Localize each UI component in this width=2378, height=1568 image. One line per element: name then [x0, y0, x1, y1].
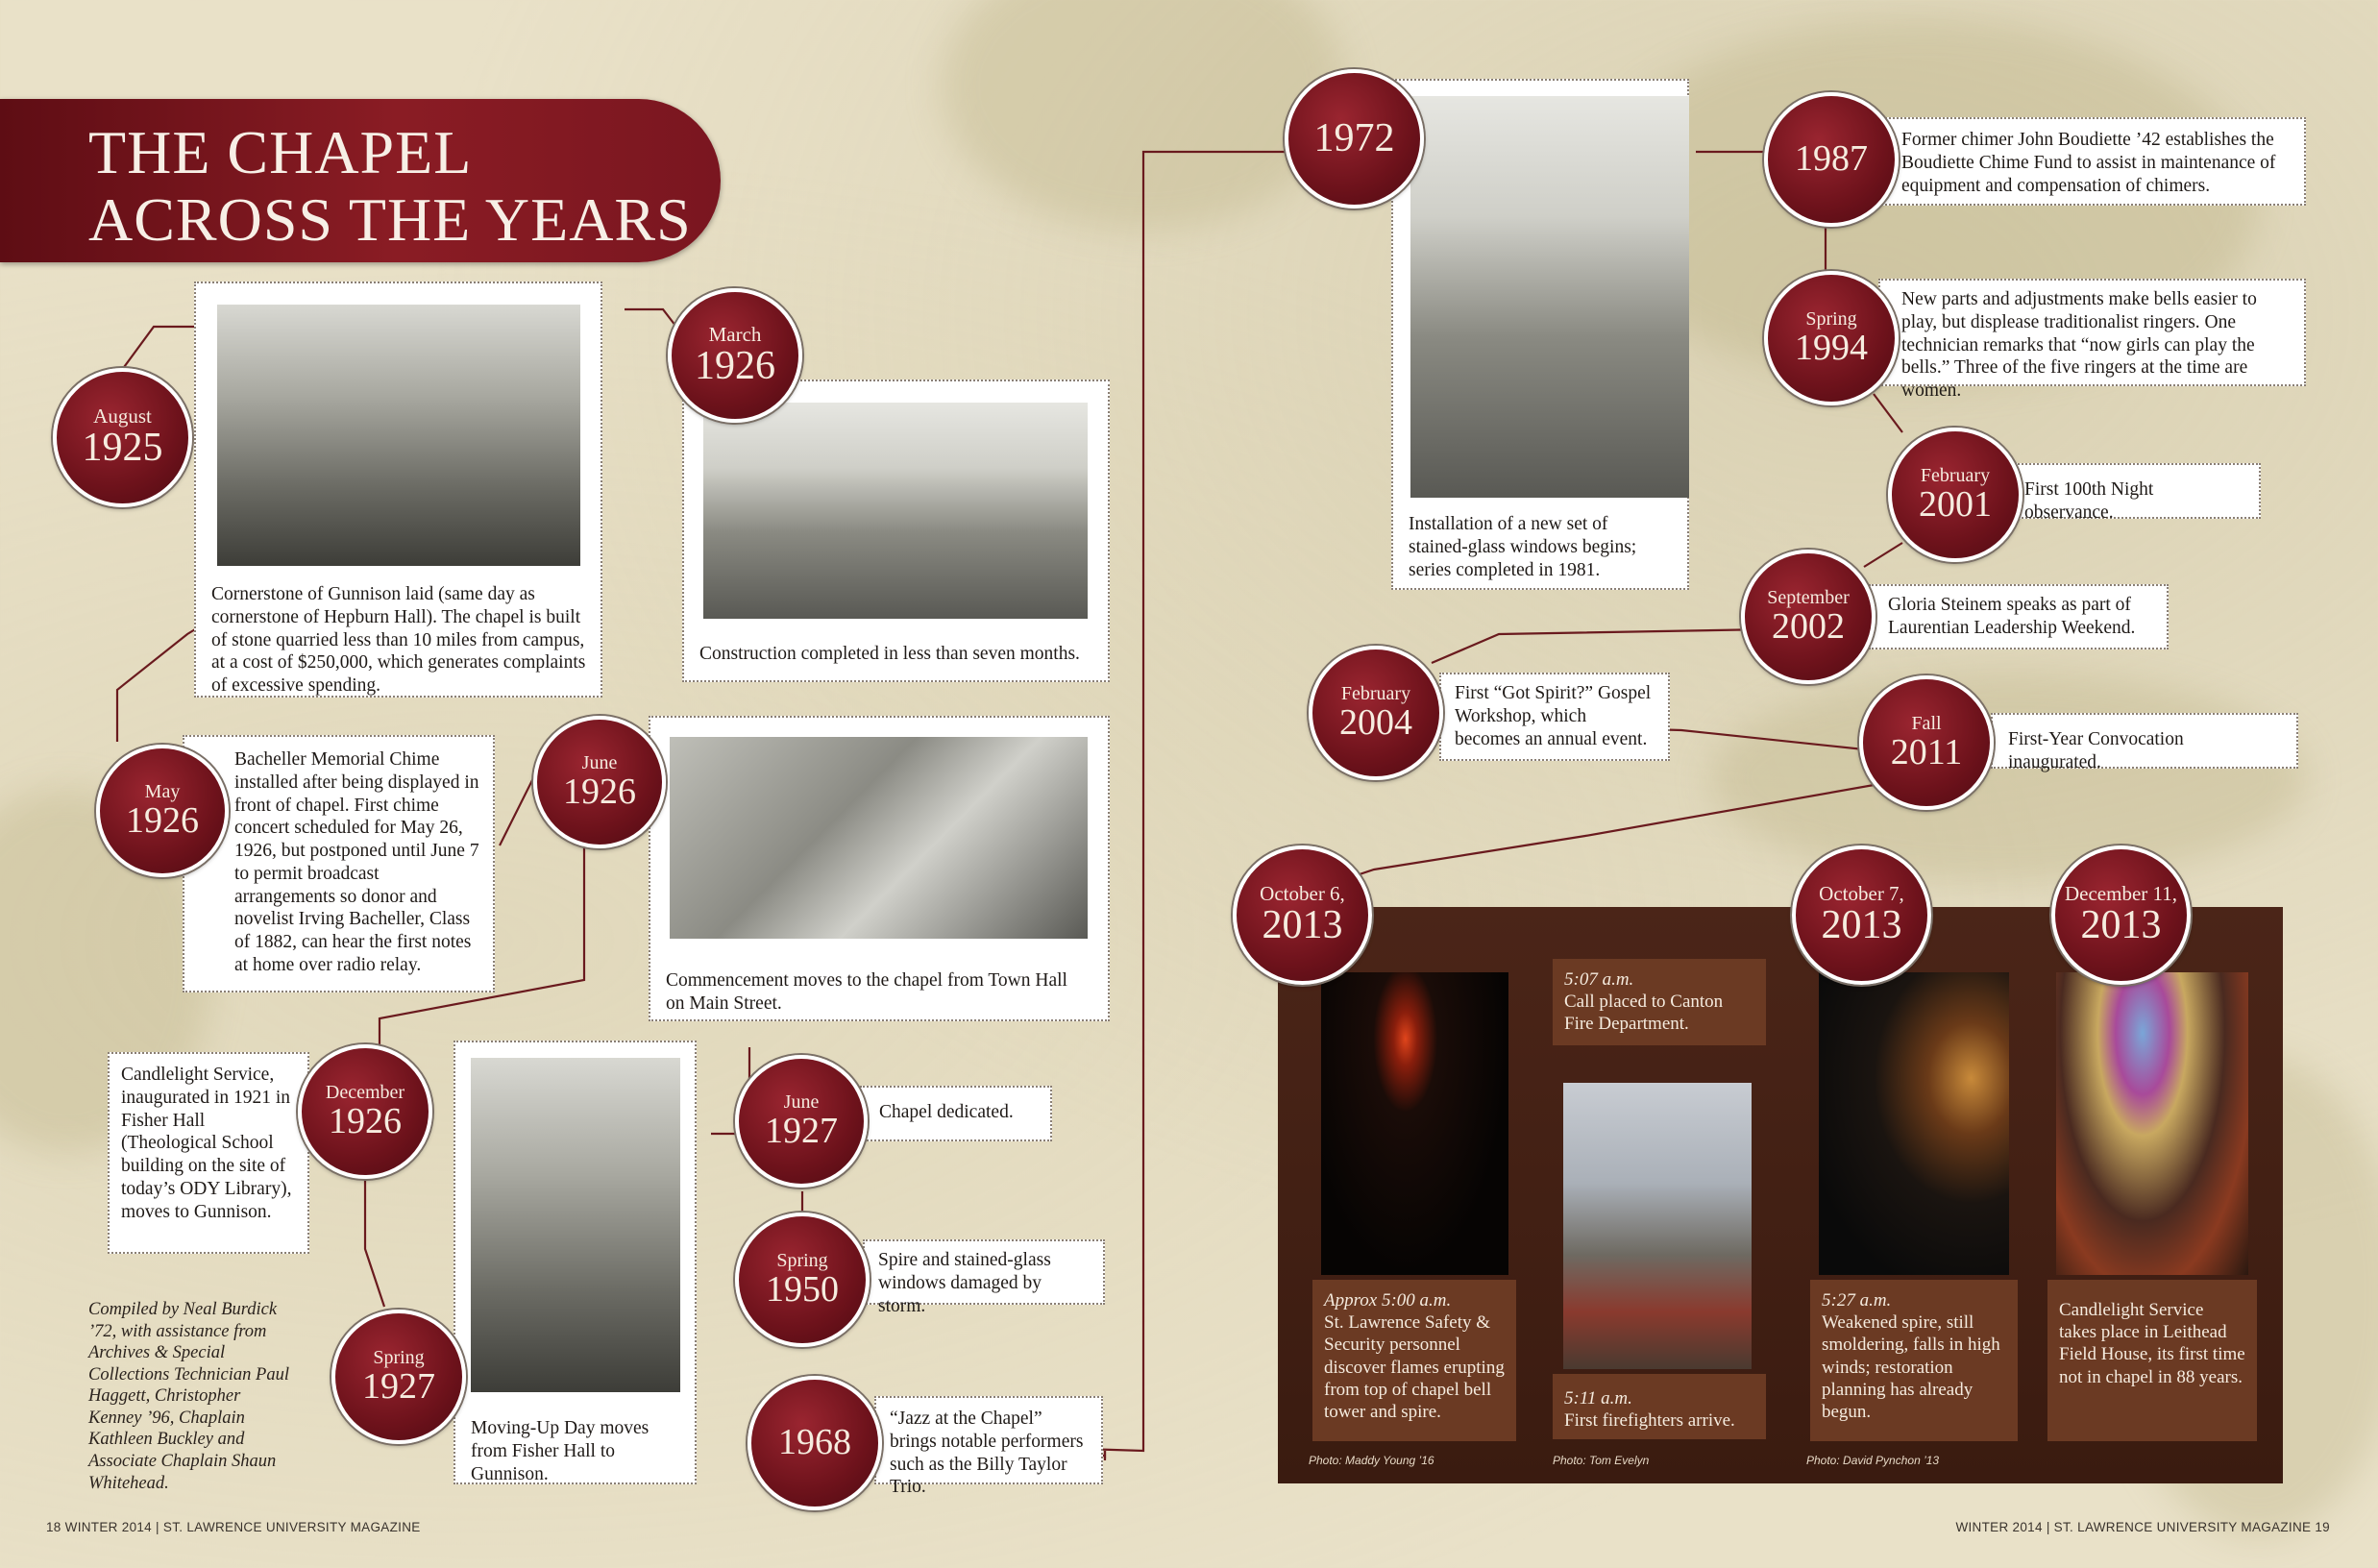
fire-caption-time: 5:11 a.m.	[1564, 1388, 1632, 1409]
fire-caption-time: 5:07 a.m.	[1564, 969, 1634, 990]
chapel-fire-night-photo	[1321, 972, 1508, 1275]
medal-jun-1927	[735, 1055, 868, 1188]
medal-aug-1925	[53, 368, 192, 507]
fire-caption-1	[1312, 1280, 1516, 1441]
event-card-jun-1926	[649, 716, 1110, 1021]
medal-month: Spring	[1805, 307, 1857, 330]
photo-credit-3: Photo: David Pynchon ’13	[1806, 1454, 1940, 1467]
event-card-spr-1927	[454, 1041, 697, 1484]
fire-caption-text: Candlelight Service takes place in Leithead Field House, its first time not in chapel in 88 years.	[2059, 1300, 2245, 1387]
footer-right: WINTER 2014 | ST. LAWRENCE UNIVERSITY MAGAZINE 19	[1955, 1520, 2330, 1534]
fire-caption-4	[1810, 1280, 2018, 1441]
medal-month: August	[93, 404, 152, 429]
medal-year: 1968	[778, 1422, 851, 1463]
medal-month: June	[783, 1090, 820, 1113]
event-text: Candlelight Service, inaugurated in 1921 in Fisher Hall (Theological School building on the site of today’s ODY Library), moves to Gunnison.	[121, 1065, 292, 1222]
event-text: Gloria Steinem speaks as part of Laurentian Leadership Weekend.	[1888, 595, 2136, 638]
medal-year: 1927	[765, 1110, 838, 1151]
medal-year: 2013	[1262, 903, 1343, 948]
event-card-1925	[194, 282, 602, 698]
medal-year: 1927	[362, 1365, 435, 1407]
medal-year: 1926	[126, 799, 199, 841]
fire-caption-text: Weakened spire, still smoldering, falls in high winds; restoration planning has already begun.	[1822, 1312, 2000, 1422]
event-text: Former chimer John Boudiette ’42 establishes the Boudiette Chime Fund to assist in maintenance of equipment and compensation of chimers.	[1901, 130, 2276, 196]
fire-caption-3	[1553, 1374, 1766, 1439]
event-card-1987	[1878, 117, 2306, 206]
title-banner	[0, 99, 721, 262]
fire-caption-text: St. Lawrence Safety & Security personnel discover flames erupting from top of chapel bell tower and spire.	[1324, 1312, 1505, 1422]
event-text: Bacheller Memorial Chime installed after being displayed in front of chapel. First chime concert scheduled for May 26, 1926, but postponed until June 7 to permit broadcast arrangements so donor and novelist Irving Bacheller, Class of 1882, can hear the first notes at home over radio relay.	[234, 749, 479, 976]
event-text: New parts and adjustments make bells easier to play, but displease traditionalist ringers. One technician remarks that “now girls can play the bells.” Three of the five ringers at the time are women.	[1901, 289, 2257, 402]
compiled-credit: Compiled by Neal Burdick ’72, with assistance from Archives & Special Collections Technician Paul Haggett, Christopher Kenney ’96, Chaplain Kathleen Buckley and Associate Chaplain Shaun Whitehead.	[88, 1300, 289, 1493]
event-card-may-1926	[183, 735, 495, 992]
photo-credit-1: Photo: Maddy Young ’16	[1309, 1454, 1434, 1467]
medal-year: 1926	[695, 343, 775, 388]
event-text: Moving-Up Day moves from Fisher Hall to Gunnison.	[471, 1418, 650, 1484]
moving-up-day-photo	[471, 1058, 680, 1392]
event-card-spr-1950	[863, 1239, 1105, 1316]
fire-caption-text: Call placed to Canton Fire Department.	[1564, 992, 1724, 1035]
title-line-2: ACROSS THE YEARS	[88, 185, 692, 254]
medal-spr-1994	[1764, 271, 1899, 405]
medal-dec-11-2013	[2051, 845, 2191, 985]
medal-sep-2002	[1741, 550, 1875, 684]
event-card-mar-1926	[682, 380, 1110, 682]
medal-fall-2011	[1859, 675, 1994, 810]
firefighters-photo	[1563, 1083, 1752, 1369]
event-card-jun-1927	[860, 1086, 1052, 1141]
medal-year: 2013	[2080, 903, 2162, 948]
event-text: “Jazz at the Chapel” brings notable performers such as the Billy Taylor Trio.	[890, 1409, 1084, 1498]
medal-year: 1994	[1795, 327, 1868, 368]
completed-chapel-photo	[703, 403, 1088, 619]
medal-year: 1950	[766, 1268, 839, 1310]
title-line-1: THE CHAPEL	[88, 118, 473, 186]
medal-year: 1926	[329, 1100, 402, 1141]
medal-month: October 6,	[1260, 882, 1345, 906]
event-text: Installation of a new set of stained-glass windows begins; series completed in 1981.	[1409, 514, 1637, 580]
event-text: Chapel dedicated.	[879, 1102, 1014, 1122]
medal-year: 2011	[1890, 731, 1963, 772]
medal-year: 2002	[1772, 605, 1845, 647]
event-card-fall-2011	[1991, 713, 2298, 772]
medal-may-1926	[96, 745, 229, 877]
stained-glass-installation-photo	[1410, 96, 1689, 498]
medal-1972	[1285, 69, 1424, 208]
event-text: First 100th Night observance.	[2024, 479, 2154, 523]
fire-caption-time: 5:27 a.m.	[1822, 1290, 1892, 1311]
fallen-spire-photo	[1819, 972, 2009, 1275]
medal-month: December	[325, 1081, 405, 1103]
medal-year: 2001	[1919, 483, 1992, 525]
event-card-feb-2001	[2003, 463, 2261, 523]
medal-month: February	[1340, 682, 1411, 704]
medal-dec-1926	[298, 1044, 432, 1179]
medal-mar-1926	[668, 288, 802, 423]
construction-site-photo	[217, 305, 580, 566]
medal-month: March	[708, 322, 762, 346]
event-text: First “Got Spirit?” Gospel Workshop, which becomes an annual event.	[1455, 683, 1652, 749]
medal-year: 1987	[1795, 138, 1868, 180]
medal-year: 1925	[82, 426, 163, 471]
medal-spr-1950	[735, 1213, 870, 1347]
fire-caption-5	[2047, 1280, 2257, 1441]
medal-month: September	[1767, 586, 1850, 608]
medal-year: 1972	[1313, 116, 1395, 161]
medal-oct-6-2013	[1233, 845, 1372, 985]
medal-month: June	[581, 751, 618, 773]
photo-credit-2: Photo: Tom Evelyn	[1553, 1454, 1650, 1467]
event-text: Construction completed in less than seven months.	[699, 644, 1080, 664]
fire-caption-2	[1553, 959, 1766, 1045]
fire-2013-panel	[1278, 907, 2283, 1483]
medal-1968	[748, 1376, 882, 1510]
event-card-1968	[874, 1396, 1103, 1498]
medal-spr-1927	[331, 1310, 466, 1444]
medal-month: Fall	[1911, 712, 1942, 734]
medal-jun-1926	[533, 716, 666, 848]
medal-month: December 11,	[2065, 882, 2177, 906]
medal-month: Spring	[776, 1249, 828, 1271]
event-card-feb-2004	[1439, 673, 1670, 761]
fire-caption-time: Approx 5:00 a.m.	[1324, 1290, 1452, 1311]
commencement-photo	[670, 737, 1088, 939]
medal-1987	[1764, 92, 1899, 227]
event-text: First-Year Convocation inaugurated.	[2008, 729, 2184, 772]
medal-year: 1926	[563, 771, 636, 812]
event-text: Cornerstone of Gunnison laid (same day as cornerstone of Hepburn Hall). The chapel is built of stone quarried less than 10 miles from campus, at a cost of $250,000, which generates complaints of excessive spending.	[211, 584, 586, 697]
medal-month: October 7,	[1819, 882, 1904, 906]
event-card-dec-1926	[108, 1052, 309, 1254]
medal-feb-2004	[1309, 646, 1443, 780]
medal-year: 2013	[1821, 903, 1902, 948]
fire-caption-text: First firefighters arrive.	[1564, 1410, 1735, 1432]
candlelight-service-photo	[2056, 972, 2248, 1275]
event-text: Spire and stained-glass windows damaged by storm.	[878, 1250, 1051, 1316]
medal-oct-7-2013	[1792, 845, 1931, 985]
medal-month: February	[1920, 464, 1991, 486]
medal-month: Spring	[373, 1346, 425, 1368]
event-card-sep-2002	[1869, 584, 2169, 649]
medal-month: May	[144, 780, 181, 802]
medal-year: 2004	[1339, 701, 1412, 743]
medal-feb-2001	[1888, 428, 2023, 562]
event-text: Commencement moves to the chapel from Town Hall on Main Street.	[666, 970, 1067, 1014]
event-card-1972	[1391, 79, 1689, 590]
event-card-spr-1994	[1878, 279, 2306, 402]
footer-left: 18 WINTER 2014 | ST. LAWRENCE UNIVERSITY MAGAZINE	[46, 1520, 421, 1534]
